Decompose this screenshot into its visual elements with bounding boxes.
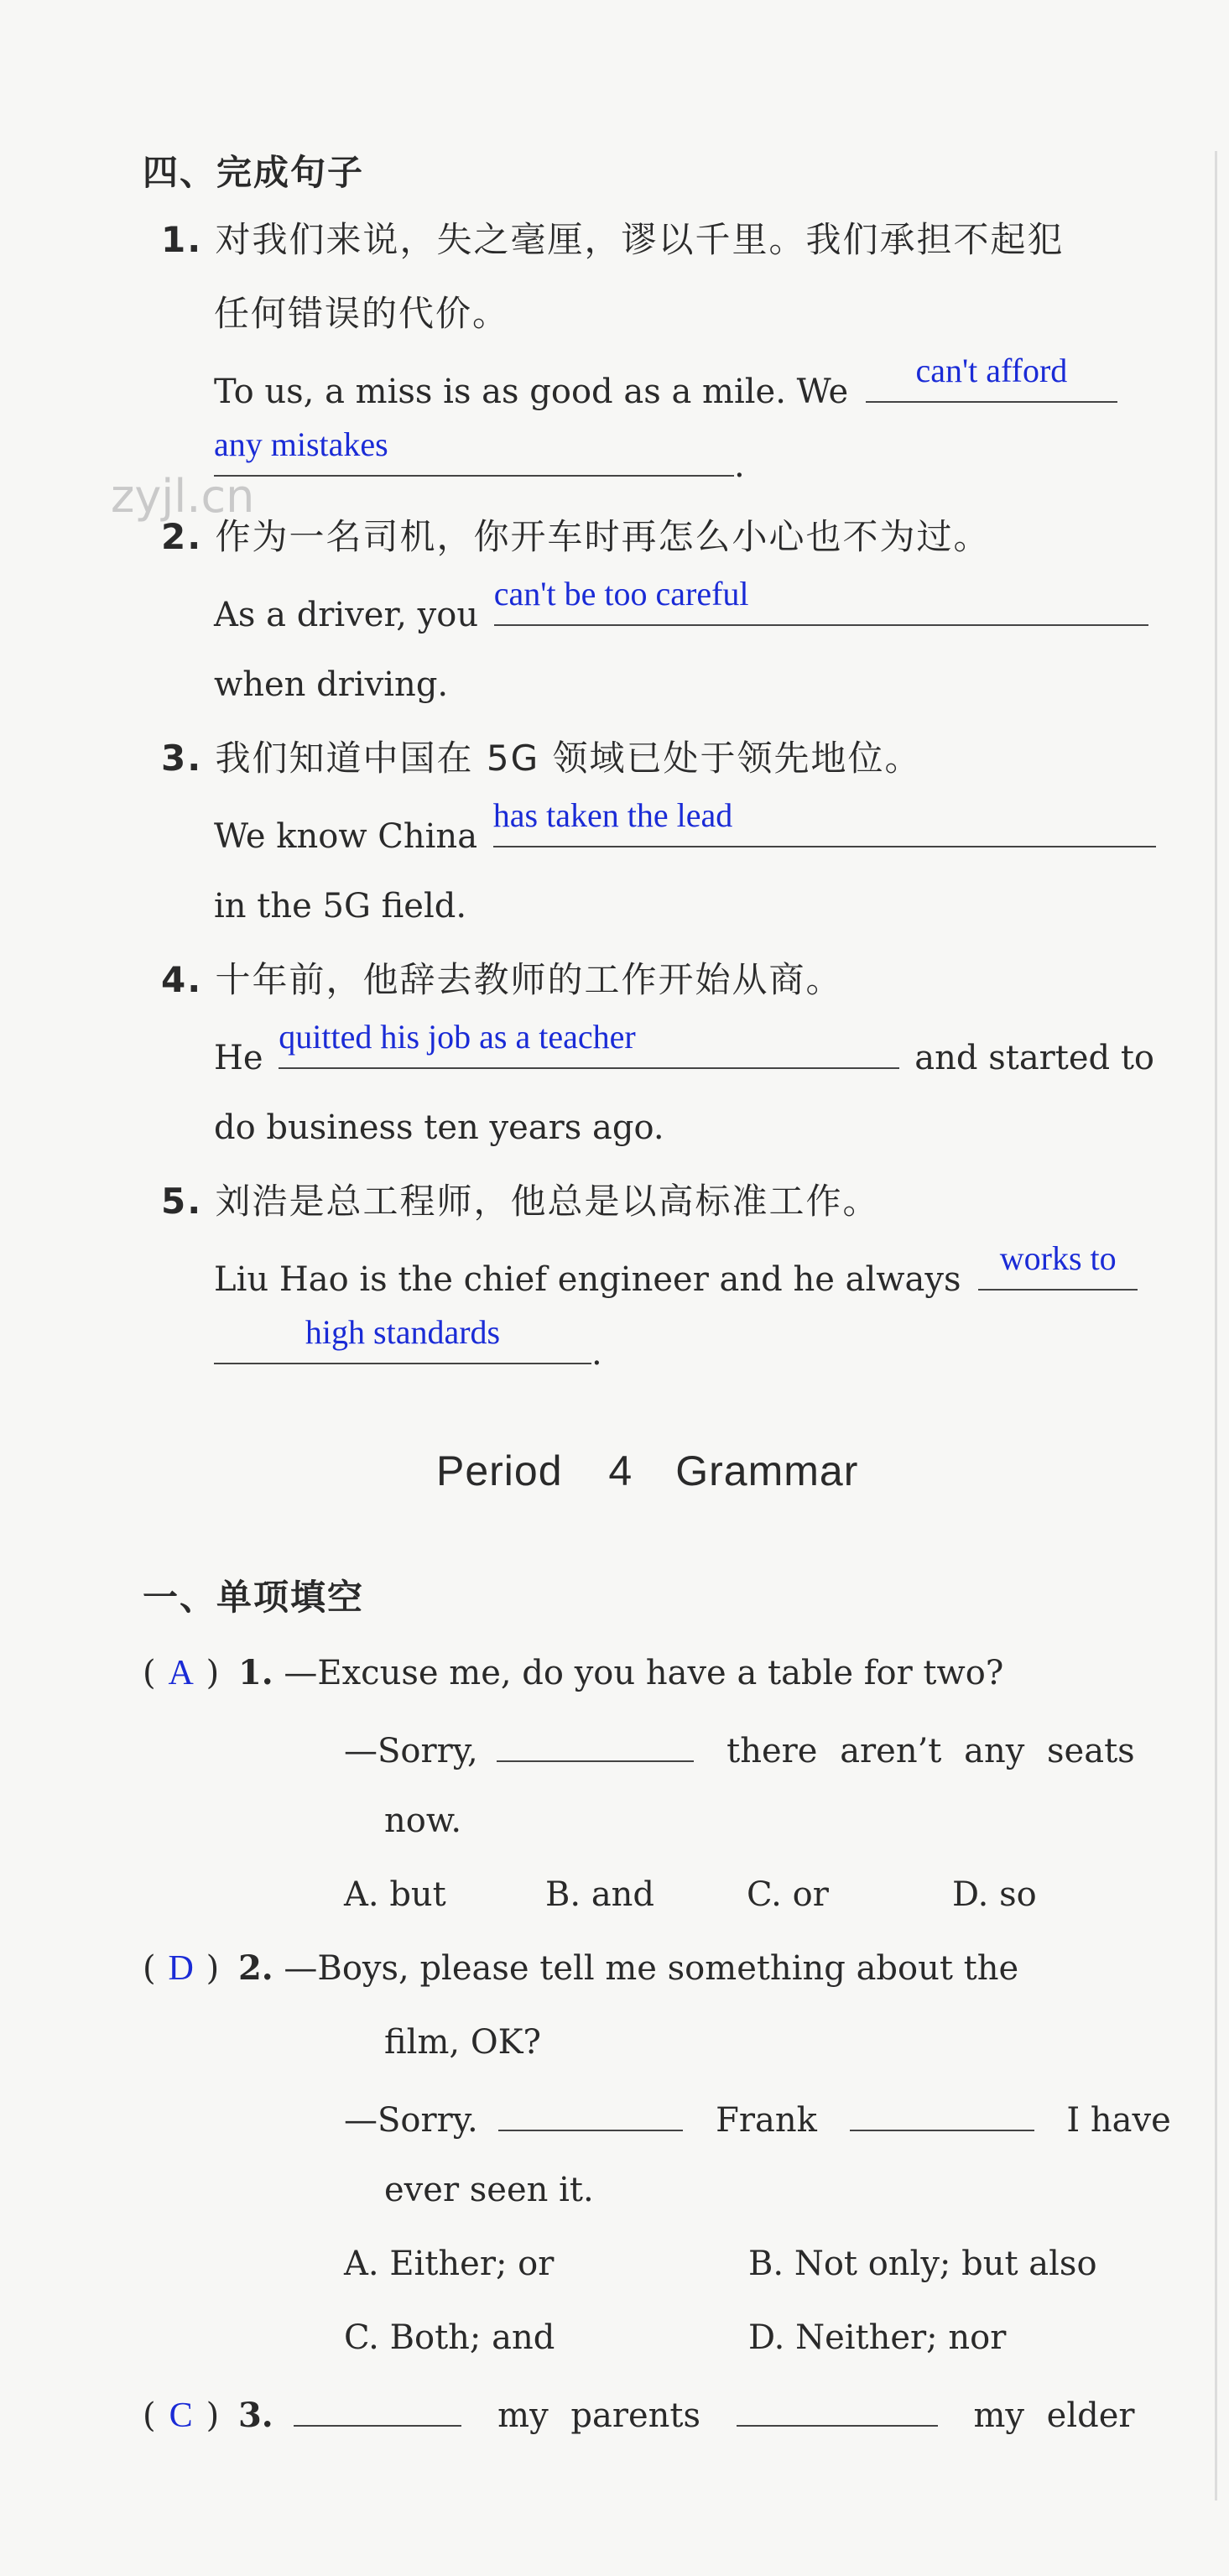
answer-blank[interactable] <box>279 1018 899 1069</box>
item-4-english-line-2: do business ten years ago. <box>214 1108 664 1147</box>
handwritten-answer: quitted his job as a teacher <box>279 1018 636 1056</box>
answer-blank[interactable] <box>978 1239 1138 1291</box>
question-text: —Boys, please tell me something about the <box>284 1949 1019 1988</box>
item-5-english-line-2 <box>214 1313 602 1377</box>
answer-paren-open: ( <box>143 1949 156 1988</box>
answer-blank[interactable] <box>492 796 1156 847</box>
item-number: 4. <box>161 959 203 1000</box>
answer-blank[interactable] <box>214 1313 591 1364</box>
item-1-chinese-line-1 <box>161 216 1065 263</box>
item-2-english-line-2: when driving. <box>214 665 449 704</box>
english-prefix: As a driver, you <box>214 596 479 634</box>
item-5-english-line-1 <box>214 1239 1138 1303</box>
handwritten-answer: can't be too careful <box>493 575 749 613</box>
chinese-prompt: 十年前，他辞去教师的工作开始从商。 <box>215 959 843 1000</box>
question-text: I have <box>1066 2101 1171 2140</box>
question-1-line-3: now. <box>384 1802 462 1840</box>
answer-paren-close: ) <box>206 1654 220 1692</box>
item-4-english-line-1 <box>214 1018 1155 1082</box>
answer-paren-open: ( <box>143 2396 156 2435</box>
option-a[interactable]: A. Either; or <box>344 2245 555 2283</box>
item-5-chinese-line <box>161 1178 880 1225</box>
chinese-prompt: 刘浩是总工程师，他总是以高标准工作。 <box>215 1181 880 1222</box>
item-3-english-line-1 <box>214 796 1156 860</box>
fill-blank <box>497 1723 694 1762</box>
question-2-options-row-1 <box>344 2240 1097 2287</box>
answer-blank[interactable] <box>214 425 734 477</box>
option-d[interactable]: D. Neither; nor <box>748 2318 1007 2357</box>
question-text: there aren’t any seats <box>726 1732 1135 1770</box>
question-number: 2. <box>237 1948 273 1988</box>
english-prefix: He <box>214 1039 263 1077</box>
item-number: 5. <box>161 1181 203 1222</box>
handwritten-answer: has taken the lead <box>492 796 733 834</box>
answer-blank[interactable] <box>493 575 1148 626</box>
answer-paren-open: ( <box>143 1654 156 1692</box>
english-prefix: Liu Hao is the chief engineer and he always <box>214 1260 961 1299</box>
item-1-english-line-2 <box>214 425 745 489</box>
item-3-chinese-line <box>161 735 922 782</box>
question-1-options <box>344 1871 1037 1918</box>
option-c[interactable]: C. or <box>747 1875 829 1914</box>
question-text: my elder <box>973 2396 1135 2435</box>
item-1-chinese-line-2: 任何错误的代价。 <box>214 293 510 334</box>
selected-answer[interactable]: C <box>169 2396 193 2435</box>
selected-answer[interactable]: A <box>168 1654 194 1692</box>
chinese-prompt: 我们知道中国在 5G 领域已处于领先地位。 <box>215 738 922 779</box>
period-mark: . <box>734 446 745 485</box>
item-number: 1. <box>161 219 203 260</box>
item-number: 3. <box>161 738 203 779</box>
option-b[interactable]: B. and <box>545 1875 655 1914</box>
question-text: my parents <box>497 2396 700 2435</box>
question-1-line-1 <box>143 1650 1003 1697</box>
question-2-line-4: ever seen it. <box>384 2171 594 2209</box>
item-number: 2. <box>161 516 203 557</box>
handwritten-answer: works to <box>999 1239 1117 1277</box>
fill-blank <box>850 2093 1034 2131</box>
question-2-options-row-2 <box>344 2314 1006 2361</box>
item-3-english-line-2: in the 5G field. <box>214 887 467 926</box>
english-prefix: To us, a miss is as good as a mile. We <box>214 373 849 411</box>
question-number: 1. <box>237 1653 273 1692</box>
period-mark: . <box>591 1334 602 1373</box>
fill-blank <box>294 2388 461 2427</box>
question-text: Frank <box>716 2101 817 2140</box>
chinese-prompt: 对我们来说，失之毫厘，谬以千里。我们承担不起犯 <box>215 219 1065 260</box>
item-4-chinese-line <box>161 957 843 1004</box>
fill-blank <box>737 2388 938 2427</box>
question-number: 3. <box>237 2396 273 2435</box>
question-text: —Sorry. <box>344 2101 478 2140</box>
section-heading-complete-sentences: 四、完成句子 <box>143 152 365 193</box>
chinese-prompt: 作为一名司机，你开车时再怎么小心也不为过。 <box>215 516 991 557</box>
fill-blank <box>498 2093 683 2131</box>
handwritten-answer: any mistakes <box>214 425 388 463</box>
question-2-line-2: film, OK? <box>384 2023 541 2062</box>
watermark-text: zyjl.cn <box>111 470 255 523</box>
section-heading-multiple-choice: 一、单项填空 <box>143 1577 365 1618</box>
handwritten-answer: high standards <box>305 1313 501 1351</box>
question-1-line-2 <box>344 1723 1135 1775</box>
answer-paren-close: ) <box>206 1949 220 1988</box>
item-2-chinese-line <box>161 514 991 561</box>
item-2-english-line-1 <box>214 575 1148 639</box>
option-b[interactable]: B. Not only; but also <box>748 2245 1097 2283</box>
answer-paren-close: ) <box>206 2396 220 2435</box>
question-text: —Sorry, <box>344 1732 478 1770</box>
option-c[interactable]: C. Both; and <box>344 2318 555 2357</box>
answer-blank[interactable] <box>866 352 1117 403</box>
option-d[interactable]: D. so <box>952 1875 1037 1914</box>
period-title: Period 4 Grammar <box>436 1447 859 1494</box>
english-prefix: We know China <box>214 817 478 856</box>
question-2-line-1 <box>143 1945 1018 1992</box>
item-1-english-line-1 <box>214 352 1117 415</box>
question-3-line-1 <box>143 2388 1135 2439</box>
question-text: —Excuse me, do you have a table for two? <box>284 1654 1004 1692</box>
handwritten-answer: can't afford <box>915 352 1068 389</box>
selected-answer[interactable]: D <box>168 1949 194 1988</box>
option-a[interactable]: A. but <box>344 1875 446 1914</box>
english-continuation: and started to <box>914 1039 1155 1077</box>
margin-rule <box>1215 151 1217 2500</box>
question-2-line-3 <box>344 2093 1171 2144</box>
